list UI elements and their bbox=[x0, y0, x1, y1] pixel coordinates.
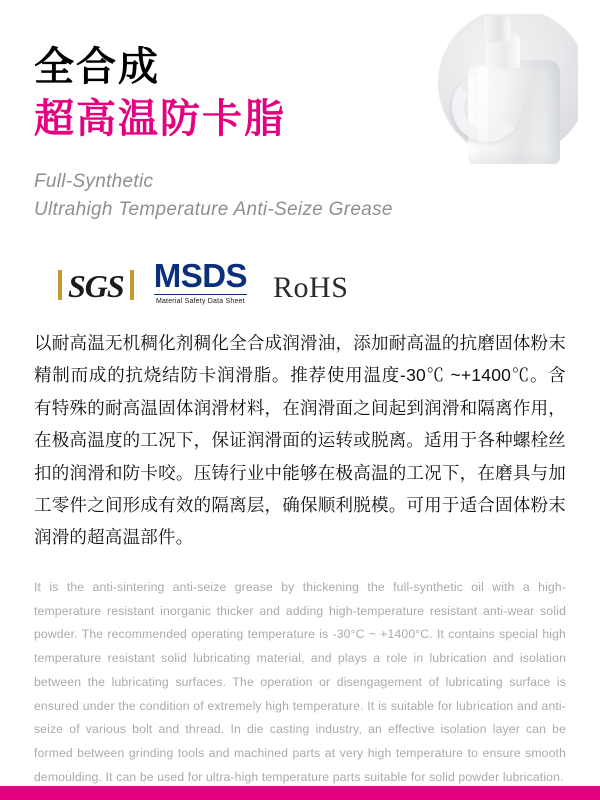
certification-logos bbox=[34, 223, 566, 305]
bottom-accent-bar bbox=[0, 786, 600, 800]
msds-logo-caption: Material Safety Data Sheet bbox=[154, 294, 247, 305]
photo-highlight bbox=[478, 66, 488, 150]
subtitle-line-2: Ultrahigh Temperature Anti-Seize Grease bbox=[34, 198, 393, 220]
grease-cartridge-nozzle bbox=[484, 16, 510, 42]
page-title-chinese-secondary: 超高温防卡脂 bbox=[34, 97, 286, 141]
subtitle-line-1: Full-Synthetic bbox=[34, 171, 154, 192]
page-title-chinese-primary: 全合成 bbox=[34, 45, 160, 89]
description-chinese: 以耐高温无机稠化剂稠化全合成润滑油，添加耐高温的抗磨固体粉末精制而成的抗烧结防卡润滑脂。推荐使用温度-30℃ ~+1400℃。含有特殊的耐高温固体润滑材料，在润滑面之间起到润滑和隔离作用，在极高温度的工况下，保证润滑面的运转或脱离。适用于各种螺栓丝扣的润滑和防卡咬。压铸行业中能够在极高温的工况下，在磨具与加工零件之间形成有效的隔离层，确保顺利脱模。可用于适合固体粉末润滑的超高温部件。 bbox=[34, 333, 566, 548]
sgs-logo bbox=[64, 268, 128, 305]
sgs-bar-right-icon bbox=[130, 270, 134, 300]
msds-logo bbox=[154, 259, 247, 305]
product-photo bbox=[438, 14, 578, 164]
sgs-bar-left-icon bbox=[58, 270, 62, 300]
sgs-logo-label: SGS bbox=[68, 268, 124, 305]
rohs-logo: RoHS bbox=[273, 271, 349, 305]
msds-logo-label: MSDS bbox=[153, 257, 248, 295]
description-english: It is the anti-sintering anti-seize grease by thickening the full-synthetic oil with a high-temperature resistant inorganic thicker and adding high-temperature resistant anti-wear solid powder. The recommended operating temperature is -30°C ~ +1400°C. It contains special high temperature resistant solid lubricating material, and plays a role in lubrication and isolation between the lubricating surfaces. The operation or disengagement of lubricating surface is ensured under the condition of extremely high temperature. It is suitable for lubrication and anti-seize of various bolt and thread. In die casting industry, an effective isolation layer can be formed between grinding tools and machined parts at very high temperature to ensure smooth demoulding. It can be used for ultra-high temperature parts suitable for solid powder lubrication. bbox=[34, 579, 566, 784]
